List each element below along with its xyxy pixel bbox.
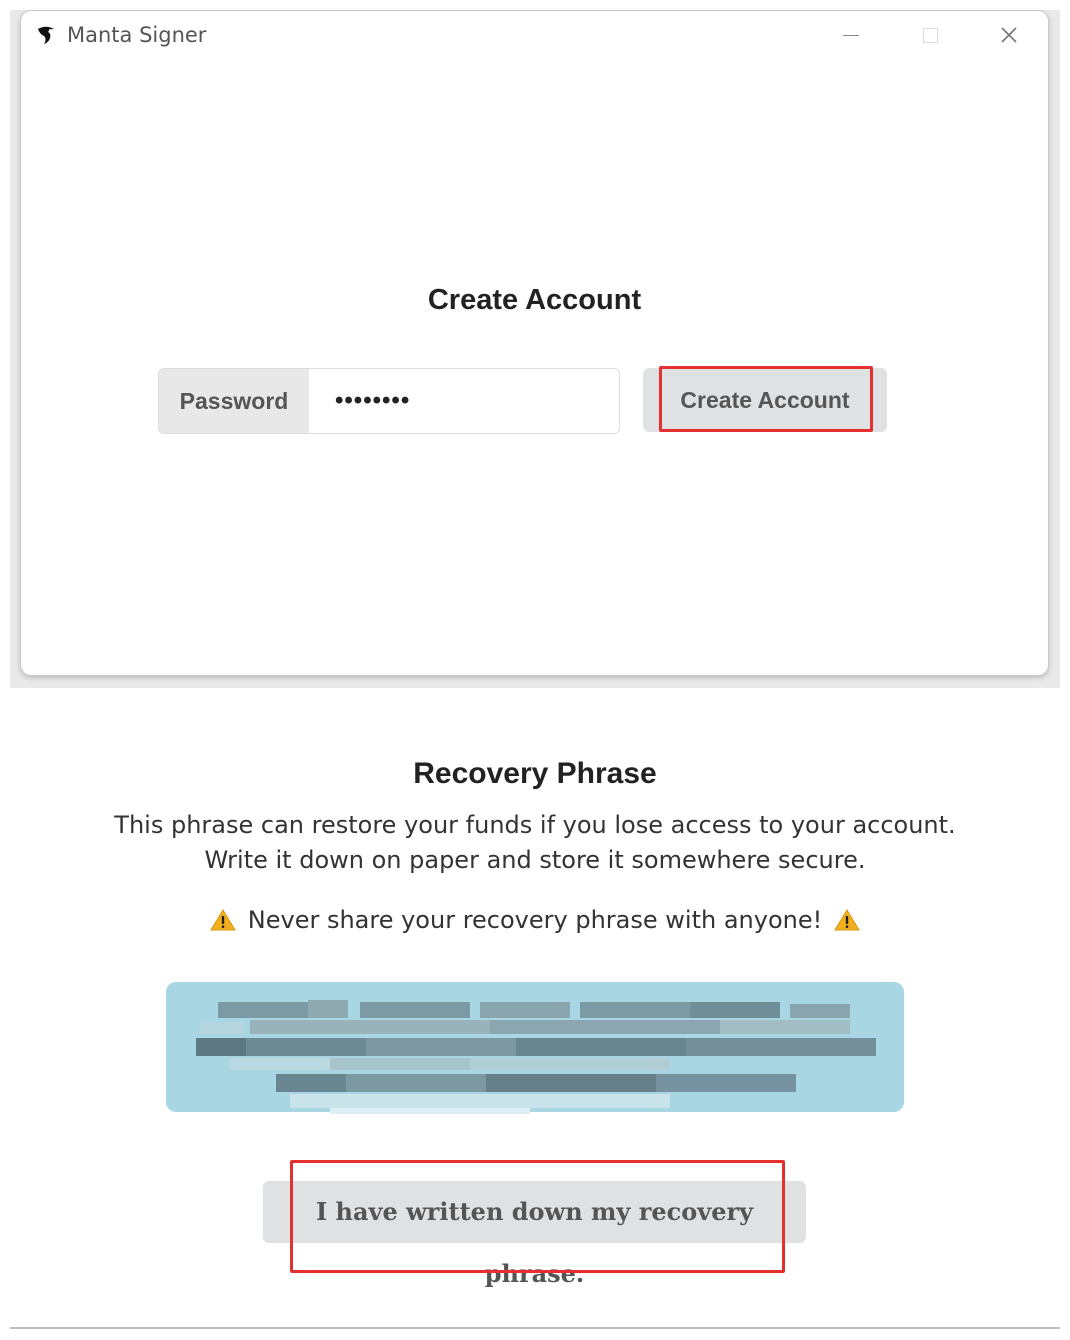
title-bar[interactable] bbox=[21, 11, 1048, 59]
close-icon bbox=[1000, 26, 1018, 44]
manta-logo-icon bbox=[35, 24, 57, 46]
window-title: Manta Signer bbox=[67, 23, 207, 47]
highlight-box-confirm bbox=[290, 1160, 785, 1273]
highlight-box-create-account bbox=[659, 366, 873, 432]
recovery-phrase-heading: Recovery Phrase bbox=[413, 757, 657, 790]
close-button[interactable] bbox=[989, 19, 1029, 51]
recovery-warning bbox=[0, 906, 1070, 934]
password-input[interactable]: •••••••• bbox=[309, 369, 617, 433]
create-account-button[interactable]: Create Account bbox=[643, 368, 887, 432]
window-bottom-border bbox=[10, 1327, 1060, 1329]
warning-icon bbox=[834, 908, 860, 932]
password-label: Password bbox=[159, 369, 309, 433]
obscured-phrase-mosaic bbox=[190, 1000, 880, 1115]
password-field-group bbox=[158, 368, 620, 434]
confirm-recovery-phrase-button[interactable]: I have written down my recovery phrase. bbox=[263, 1181, 806, 1243]
minimize-button[interactable] bbox=[831, 19, 871, 51]
recovery-description-line2: Write it down on paper and store it somewhere secure. bbox=[204, 846, 866, 874]
warning-text: Never share your recovery phrase with anyone! bbox=[247, 906, 823, 934]
create-account-heading: Create Account bbox=[427, 284, 642, 316]
recovery-description-line1: This phrase can restore your funds if you lose access to your account. bbox=[114, 811, 956, 839]
maximize-button[interactable] bbox=[910, 19, 950, 51]
warning-icon bbox=[210, 908, 236, 932]
app-window bbox=[21, 11, 1048, 675]
